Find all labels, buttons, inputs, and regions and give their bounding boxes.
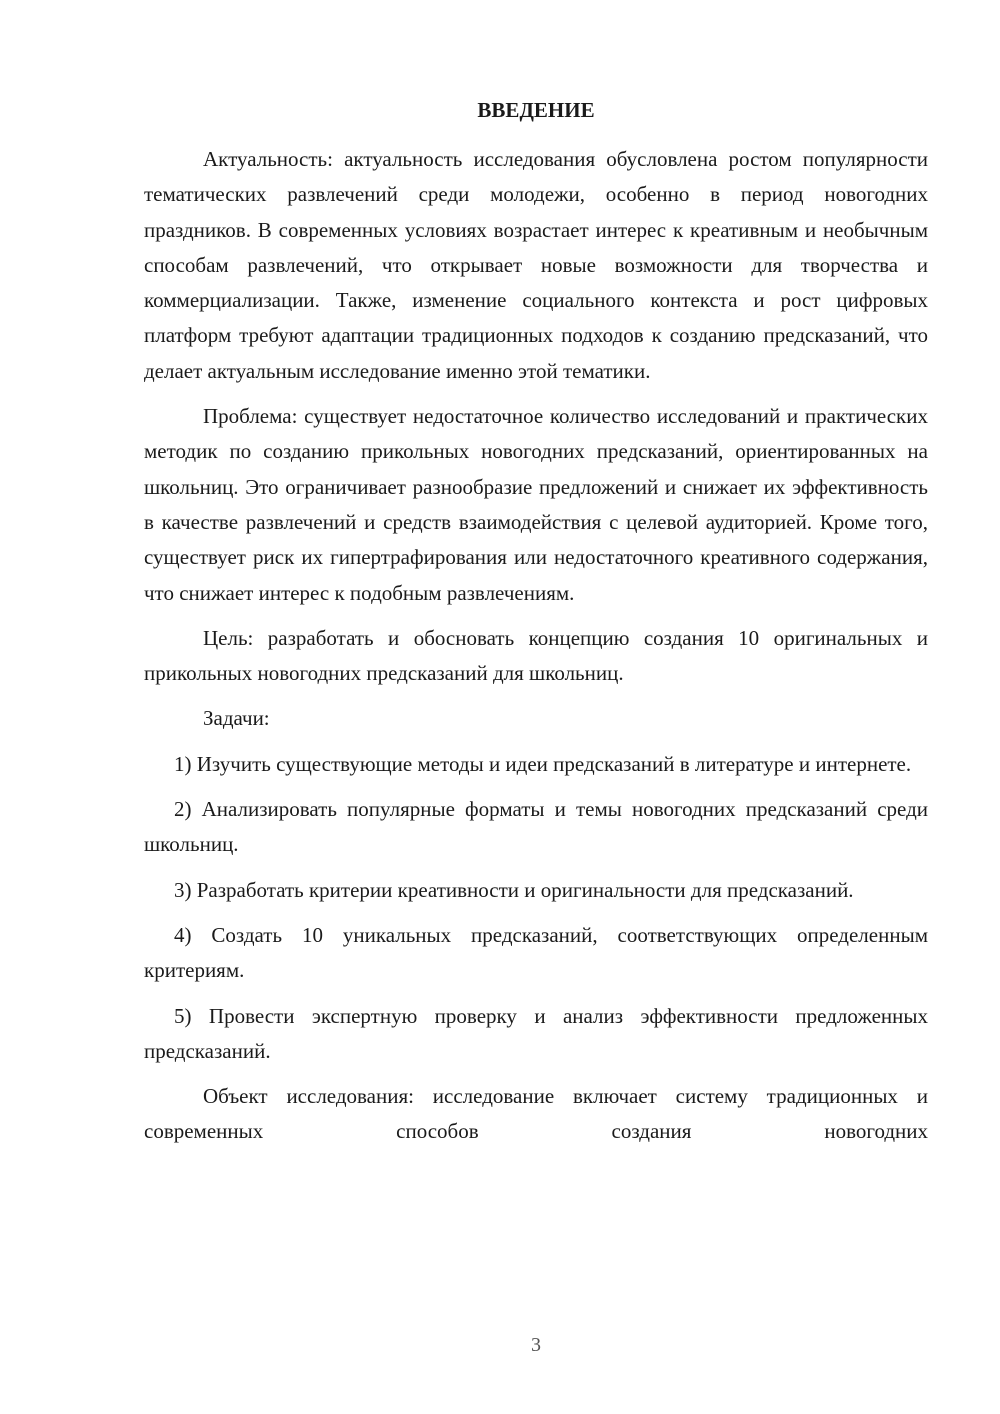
task-item: 1) Изучить существующие методы и идеи предсказаний в литературе и интернете. xyxy=(174,751,912,776)
section-title: ВВЕДЕНИЕ xyxy=(477,98,595,122)
goal-paragraph: Цель: разработать и обосновать концепцию создания 10 оригинальных и прикольных новогодних предсказаний для школьниц. xyxy=(144,625,928,686)
task-item: 2) Анализировать популярные форматы и темы новогодних предсказаний среди школьниц. xyxy=(144,797,928,857)
object-paragraph: Объект исследования: исследование включает систему традиционных и современных способов создания новогодних xyxy=(144,1084,928,1144)
task-item: 3) Разработать критерии креативности и оригинальности для предсказаний. xyxy=(174,877,854,902)
tasks-heading: Задачи: xyxy=(203,706,270,731)
relevance-paragraph: Актуальность: актуальность исследования обусловлена ростом популярности тематических развлечений среди молодежи, особенно в период новогодних праздников. В современных условиях возрастает интерес к креативным и необычным способам развлечений, что открывает новые возможности для творчества и коммерциализации. Также, изменение социального контекста и рост цифровых платформ требуют адаптации традиционных подходов к созданию предсказаний, что делает актуальным исследование именно этой тематики. xyxy=(144,147,928,383)
task-item: 5) Провести экспертную проверку и анализ эффективности предложенных предсказаний. xyxy=(144,1003,928,1063)
page-number: 3 xyxy=(531,1334,541,1356)
document-body xyxy=(144,92,928,1150)
task-item: 4) Создать 10 уникальных предсказаний, соответствующих определенным критериям. xyxy=(144,922,928,983)
problem-paragraph: Проблема: существует недостаточное количество исследований и практических методик по созданию прикольных новогодних предсказаний, ориентированных на школьниц. Это ограничивает разнообразие предложений и снижает их эффективность в качестве развлечений и средств взаимодействия с целевой аудиторией. Кроме того, существует риск их гипертрафирования или недостаточного креативного содержания, что снижает интерес к подобным развлечениям. xyxy=(144,404,928,605)
